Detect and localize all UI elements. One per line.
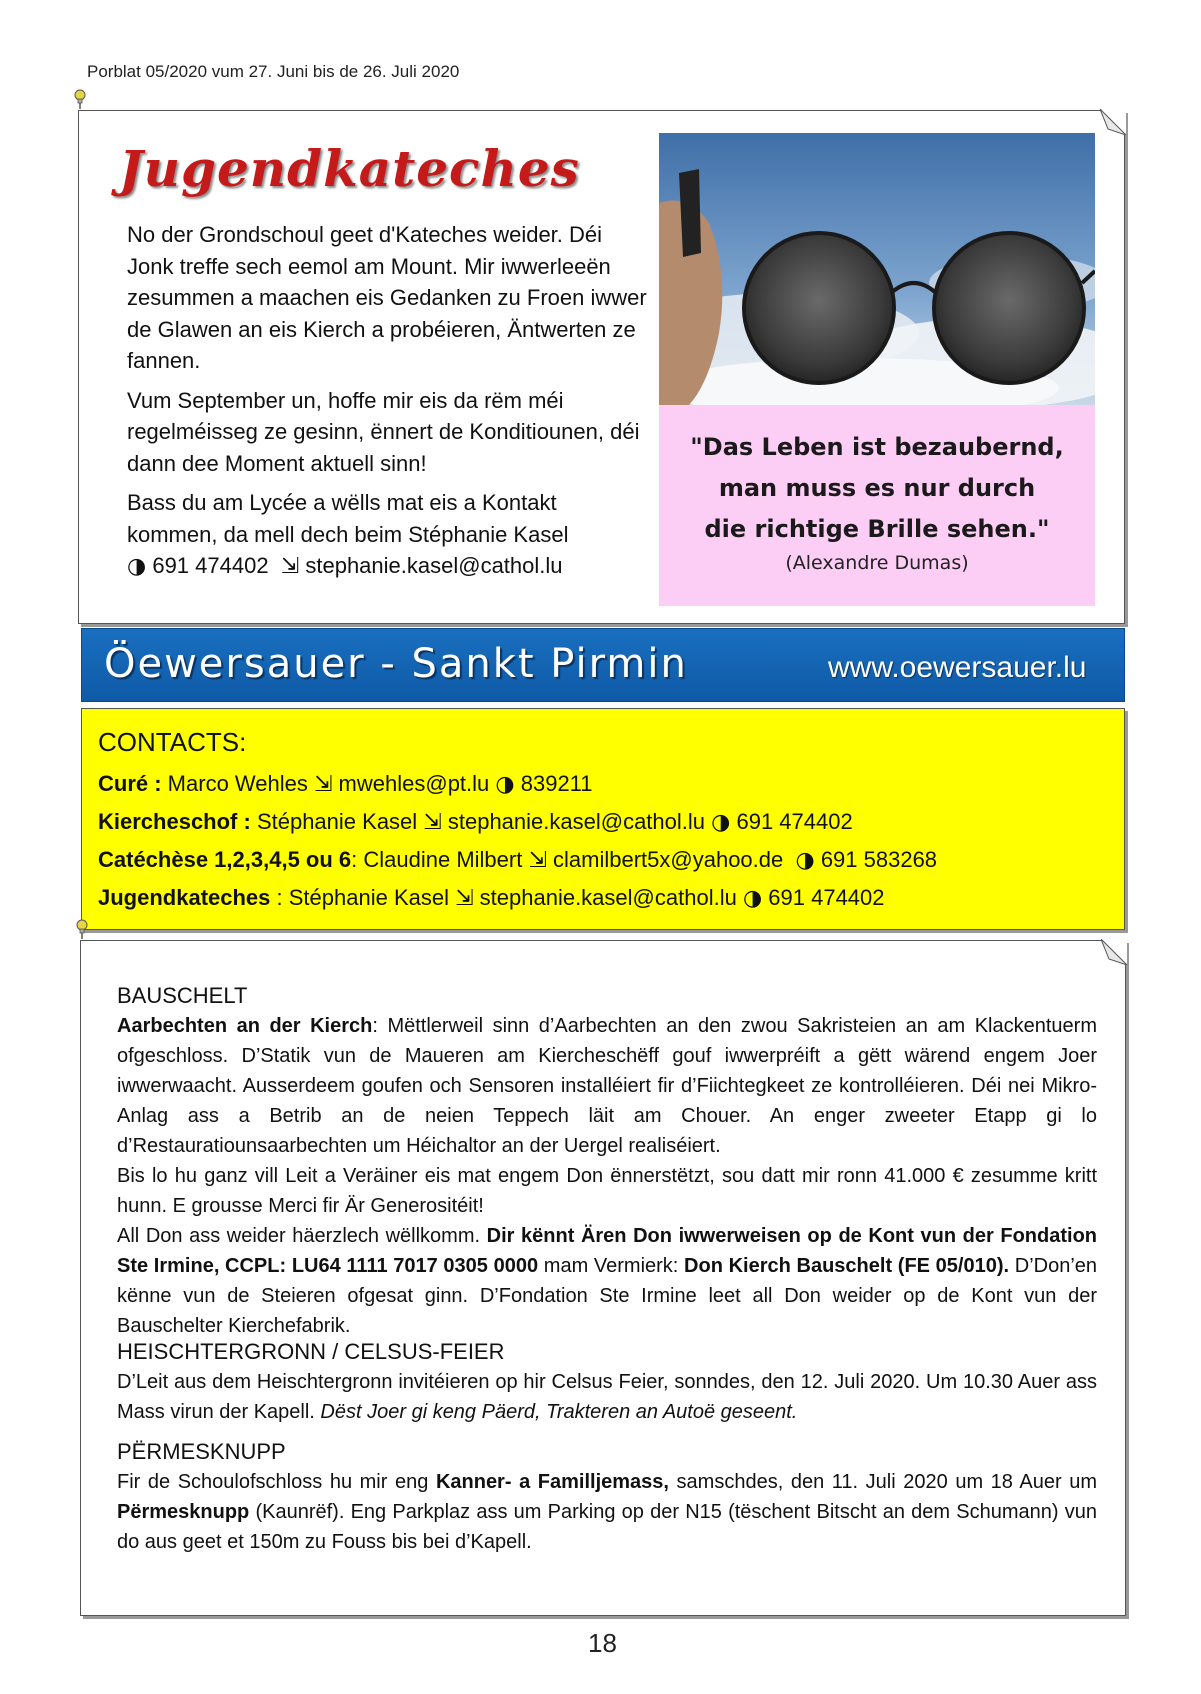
jugendkateches-phone: 691 474402	[152, 553, 269, 578]
permesknupp-place: Përmesknupp	[117, 1501, 250, 1523]
contact-name: Stéphanie Kasel	[250, 809, 424, 834]
page-number: 18	[588, 1628, 617, 1658]
quote-line: man muss es nur durch	[718, 474, 1036, 502]
permesknupp-text: samschdes, den 11. Juli 2020 um 18 Auer um	[668, 1471, 1098, 1493]
pushpin-icon	[73, 89, 87, 109]
phone-icon: ◑	[711, 810, 731, 835]
phone-icon: ◑	[127, 554, 147, 579]
sunglasses-image	[659, 133, 1095, 405]
bauschelt-paragraph	[117, 1221, 1097, 1341]
page-curl-icon	[1100, 109, 1126, 135]
phone-icon: ◑	[742, 886, 763, 911]
permesknupp-section	[117, 1437, 1097, 1557]
bauschelt-lead: Aarbechten an der Kierch	[117, 1015, 373, 1037]
contact-row	[98, 809, 853, 835]
bauschelt-text: D’Don’en kënne vun de Steieren ofgesat ginn. D’Fondation Ste Irmine leet all Don weider op de Kont vun der Bauschelter Kierchefabrik.	[117, 1255, 1098, 1337]
permesknupp-paragraph	[117, 1467, 1097, 1557]
banner-title: Öewersauer - Sankt Pirmin	[104, 641, 688, 687]
permesknupp-text: (Kaunrëf). Eng Parkplaz ass um Parking op der N15 (tëschent Bitscht an dem Schumann) vun do aus geet et 150m zu Fouss bis bei d’Kapell.	[117, 1501, 1097, 1553]
quote-text	[659, 427, 1095, 550]
heischtergronn-section	[117, 1337, 1097, 1427]
contacts-box	[81, 708, 1125, 930]
bauschelt-section	[117, 981, 1097, 1341]
jugendkateches-paragraph	[127, 487, 647, 583]
contact-row	[98, 771, 593, 797]
jugendkateches-title: Jugendkateches	[119, 139, 580, 198]
parish-banner	[81, 628, 1125, 702]
jugendkateches-email[interactable]: stephanie.kasel@cathol.lu	[305, 553, 563, 578]
mouse-click-icon: ⇲	[280, 554, 300, 579]
bauschelt-bank-info: Dir kënnt Ären Don iwwerweisen op de Kont vun der Fondation Ste Irmine, CCPL: LU64 1111 7017 0305 0000	[117, 1225, 1097, 1277]
heischtergronn-note: Dëst Joer gi keng Päerd, Trakteren an Autoë geseent.	[320, 1401, 798, 1423]
jugendkateches-contact-intro: Bass du am Lycée a wëlls mat eis a Kontakt kommen, da mell dech beim Stéphanie Kasel	[127, 490, 569, 547]
jugendkateches-text	[127, 219, 647, 591]
bauschelt-text: mam Vermierk:	[538, 1255, 685, 1277]
phone-icon: ◑	[495, 772, 515, 797]
contact-phone: 691 474402	[768, 885, 885, 910]
contact-phone: 691 474402	[736, 809, 853, 834]
quote-line: "Das Leben ist bezaubernd,	[690, 433, 1064, 461]
bauschelt-reference: Don Kierch Bauschelt (FE 05/010).	[684, 1255, 1010, 1277]
phone-icon: ◑	[795, 848, 815, 873]
contact-row	[98, 885, 885, 911]
bauschelt-paragraph: Bis lo hu ganz vill Leit a Veräiner eis mat engem Don ënnerstëtzt, sou datt mir ronn 41.000 € zesumme kritt hunn. E grousse Merci fir Är Generositéit!	[117, 1165, 1097, 1217]
contact-row	[98, 847, 937, 873]
contact-name: : Stéphanie Kasel	[270, 885, 456, 910]
contact-email[interactable]: clamilbert5x@yahoo.de	[553, 847, 784, 872]
section-heading: BAUSCHELT	[117, 983, 248, 1008]
contacts-heading: CONTACTS:	[98, 727, 247, 757]
contact-phone: 839211	[520, 771, 593, 796]
contact-email[interactable]: stephanie.kasel@cathol.lu	[447, 809, 706, 834]
jugendkateches-box	[78, 110, 1125, 624]
contact-name: : Claudine Milbert	[351, 847, 529, 872]
contact-name: Marco Wehles	[161, 771, 314, 796]
page-header: Porblat 05/2020 vum 27. Juni bis de 26. Juli 2020	[87, 62, 460, 81]
section-heading: HEISCHTERGRONN / CELSUS-FEIER	[117, 1339, 505, 1364]
banner-url[interactable]: www.oewersauer.lu	[828, 651, 1087, 684]
pushpin-icon	[75, 919, 89, 939]
mouse-click-icon: ⇲	[528, 848, 547, 873]
quote-box	[659, 405, 1095, 606]
permesknupp-text: Fir de Schoulofschloss hu mir eng	[117, 1471, 436, 1493]
contact-role: Curé :	[98, 771, 162, 796]
contact-role: Kiercheschof :	[98, 809, 251, 834]
bauschelt-paragraph	[117, 1011, 1097, 1161]
contact-role: Catéchèse 1,2,3,4,5 ou 6	[98, 847, 352, 872]
quote-author: (Alexandre Dumas)	[785, 552, 969, 574]
bauschelt-text: All Don ass weider häerzlech wëllkomm.	[117, 1225, 487, 1247]
mouse-click-icon: ⇲	[455, 886, 474, 911]
mouse-click-icon: ⇲	[313, 772, 333, 797]
news-box	[80, 940, 1126, 1616]
jugendkateches-paragraph: No der Grondschoul geet d'Kateches weider. Déi Jonk treffe sech eemol am Mount. Mir iwwerleeën zesummen a maachen eis Gedanken zu Froen iwwer de Glawen an eis Kierch a probéieren, Äntwerten ze fannen.	[127, 222, 647, 373]
sunglasses-photo	[659, 133, 1095, 405]
contact-email[interactable]: mwehles@pt.lu	[338, 771, 490, 796]
bauschelt-text: : Mëttlerweil sinn d’Aarbechten an den zwou Sakristeien an am Klackentuerm ofgeschloss. D’Statik vun de Maueren am Kiercheschëff gouf iwwerpréift a gëtt wärend engem Joer iwwerwaacht. Ausserdeem goufen och Sensoren installéiert fir d’Fiichtegkeet ze kontrolléieren. Déi nei Mikro-Anlag ass a Betrib an de neien Teppech läit am Chouer. An enger zweeter Etapp gi lo d’Restauratiounsaarbechten um Héichaltor an der Uergel realiséiert.	[117, 1015, 1097, 1157]
permesknupp-mass: Kanner- a Familljemass,	[435, 1471, 669, 1493]
contact-role: Jugendkateches	[98, 885, 271, 910]
heischtergronn-paragraph	[117, 1367, 1097, 1427]
jugendkateches-paragraph: Vum September un, hoffe mir eis da rëm méi regelméisseg ze gesinn, ënnert de Konditiounen, déi dann dee Moment aktuell sinn!	[127, 387, 640, 476]
mouse-click-icon: ⇲	[423, 810, 442, 835]
heischtergronn-text: D’Leit aus dem Heischtergronn invitéieren op hir Celsus Feier, sonndes, den 12. Juli 2020. Um 10.30 Auer ass Mass virun der Kapell.	[117, 1371, 1097, 1423]
page-curl-icon	[1101, 939, 1127, 965]
section-heading: PËRMESKNUPP	[117, 1439, 286, 1464]
contact-phone: 691 583268	[820, 847, 938, 872]
contact-email[interactable]: stephanie.kasel@cathol.lu	[479, 885, 737, 910]
quote-line: die richtige Brille sehen."	[704, 515, 1050, 543]
